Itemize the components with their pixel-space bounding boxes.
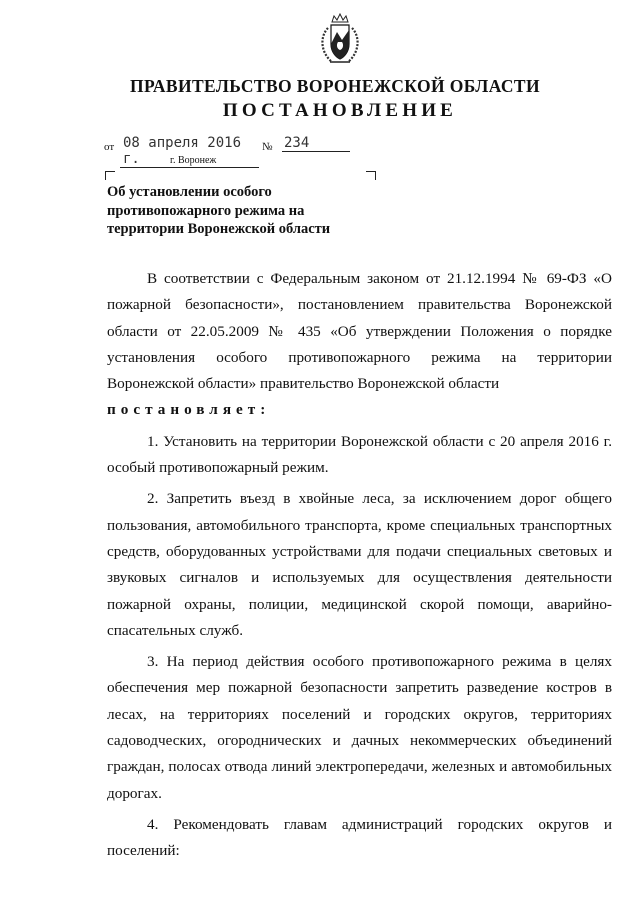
resolution-verb: постановляет: bbox=[107, 401, 271, 419]
document-number: 234 bbox=[282, 135, 350, 152]
document-date: 08 апреля 2016 г. bbox=[120, 135, 259, 168]
document-subject: Об установлении особого противопожарного режима на территории Воронежской области bbox=[107, 184, 331, 237]
corner-mark-right bbox=[366, 171, 376, 180]
number-label: № bbox=[262, 141, 273, 153]
corner-mark-left bbox=[105, 171, 115, 180]
item-paragraph: 4. Рекомендовать главам администраций городских округов и поселений: bbox=[107, 815, 612, 860]
document-type: ПОСТАНОВЛЕНИЕ bbox=[222, 100, 458, 121]
document-body bbox=[107, 266, 612, 865]
item-paragraph: 3. На период действия особого противопожарного режима в целях обеспечения мер пожарной безопасности запретить разведение костров в лесах, на территориях поселений и городских округов, территориях садоводческих, огороднических и дачных некоммерческих объединений граждан, полосах отвода линий электропередачи, железных и автомобильных дорогах. bbox=[107, 653, 612, 802]
item-paragraph: 1. Установить на территории Воронежской области с 20 апреля 2016 г. особый противопожарный режим. bbox=[107, 432, 612, 477]
coat-of-arms-icon bbox=[318, 12, 362, 68]
from-label: от bbox=[104, 141, 115, 153]
item-paragraph: 2. Запретить въезд в хвойные леса, за исключением дорог общего пользования, автомобильного транспорта, кроме специальных транспортных средств, оборудованных устройствами для подачи специальных световых и звуковых сигналов и используемых для осуществления деятельности пожарной охраны, полиции, медицинской скорой помощи, аварийно-спасательных служб. bbox=[107, 490, 612, 639]
government-name: ПРАВИТЕЛЬСТВО ВОРОНЕЖСКОЙ ОБЛАСТИ bbox=[129, 76, 541, 96]
document-city: г. Воронеж bbox=[170, 155, 217, 166]
preamble-paragraph: В соответствии с Федеральным законом от 21.12.1994 № 69-ФЗ «О пожарной безопасности», постановлением правительства Воронежской области от 22.05.2009 № 435 «Об утверждении Положения о порядке установления особого противопожарного режима на территории Воронежской области» правительство Воронежской области bbox=[107, 270, 612, 393]
